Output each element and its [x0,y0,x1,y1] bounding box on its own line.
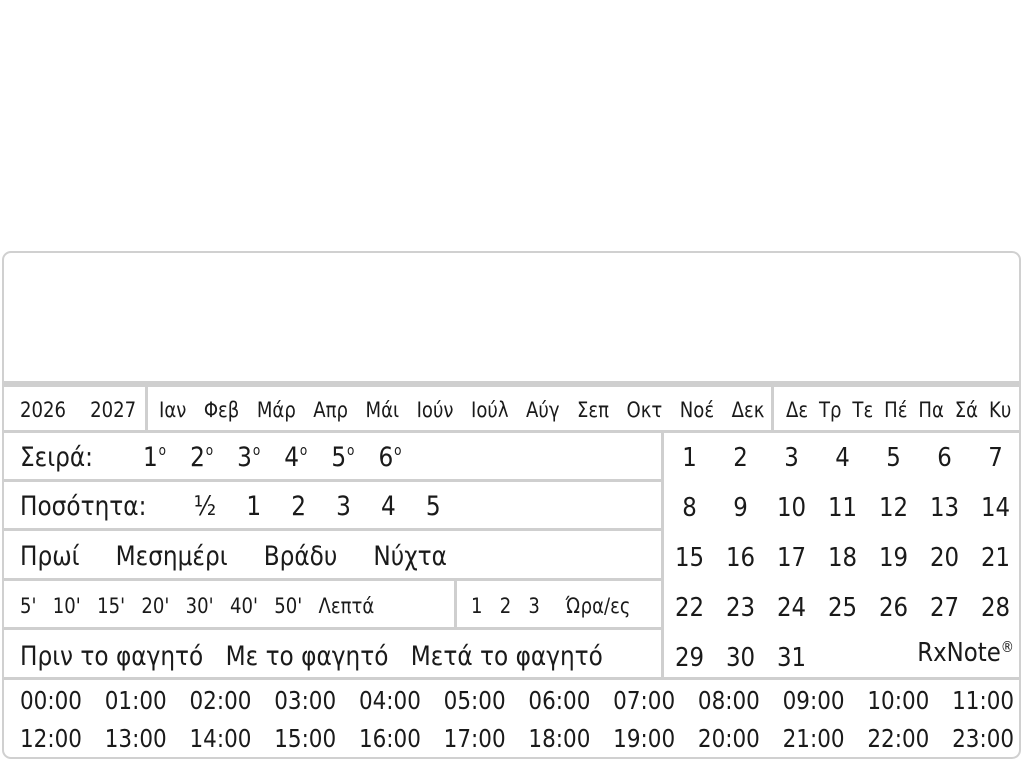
day-option[interactable]: 21 [980,543,1011,573]
divider [4,528,664,531]
series-option[interactable]: $4^o$ [284,441,308,473]
day-option[interactable]: 12 [878,493,909,523]
day-option[interactable]: 5 [886,443,901,473]
hour-option[interactable]: 2 [499,594,512,618]
weekday-option[interactable]: Δε [786,397,809,422]
quantity-option[interactable]: 1 [246,490,262,522]
day-option[interactable]: 23 [725,593,756,623]
day-option[interactable]: 4 [835,443,850,473]
minute-option[interactable]: 15' [97,594,126,618]
time-option[interactable]: 01:00 [104,685,167,715]
day-option[interactable]: 2 [733,443,748,473]
hours-row-am [20,681,1014,719]
day-option[interactable]: 22 [674,593,705,623]
weekday-option[interactable]: Τρ [819,397,842,422]
minute-option[interactable]: 50' [274,594,303,618]
quantity-option[interactable]: ½ [193,490,217,522]
month-option[interactable]: Σεπ [577,397,610,422]
weekday-option[interactable]: Τε [852,397,874,422]
time-option[interactable]: 12:00 [20,723,82,753]
time-of-day-option[interactable]: Βράδυ [263,540,338,572]
day-option[interactable]: 29 [674,643,705,673]
series-row [20,433,674,481]
writing-area[interactable] [4,253,1019,381]
series-label: Σειρά: [20,441,93,473]
day-option[interactable]: 18 [827,543,858,573]
minute-option[interactable]: 20' [141,594,170,618]
day-option[interactable]: 11 [827,493,858,523]
minute-option[interactable]: 10' [52,594,81,618]
time-option[interactable]: 08:00 [697,685,760,715]
time-option[interactable]: 15:00 [274,723,337,753]
divider [4,479,664,482]
day-option[interactable]: 13 [929,493,960,523]
meal-row [20,632,682,680]
day-option[interactable]: 28 [980,593,1011,623]
month-option[interactable]: Απρ [313,397,348,422]
year-option[interactable]: 2027 [90,397,137,422]
minutes-row [20,582,450,630]
day-option[interactable]: 9 [733,493,748,523]
time-option[interactable]: 20:00 [697,723,760,753]
month-selector [159,387,764,432]
time-option[interactable]: 23:00 [952,723,1015,753]
weekday-option[interactable]: Κυ [988,397,1012,422]
hour-option[interactable]: 1 [471,594,483,618]
series-option[interactable]: $1^o$ [142,441,166,473]
time-option[interactable]: 19:00 [613,723,676,753]
weekday-option[interactable]: Πέ [884,397,908,422]
day-option[interactable]: 6 [937,443,952,473]
quantity-row [20,482,674,530]
divider [454,579,457,628]
series-option[interactable]: $5^o$ [331,441,355,473]
minutes-options [20,594,319,618]
day-option[interactable]: 7 [988,443,1003,473]
time-option[interactable]: 17:00 [443,723,506,753]
quantity-label: Ποσότητα: [20,490,147,522]
minute-option[interactable]: 30' [185,594,214,618]
medication-card [2,251,1021,759]
time-option[interactable]: 03:00 [274,685,337,715]
time-option[interactable]: 13:00 [104,723,167,753]
day-option[interactable]: 8 [682,493,697,523]
time-option[interactable]: 16:00 [358,723,421,753]
day-option[interactable]: 26 [878,593,909,623]
series-option[interactable]: $3^o$ [237,441,261,473]
hour-option[interactable]: 3 [528,594,540,618]
time-option[interactable]: 14:00 [189,723,252,753]
month-option[interactable]: Μάρ [256,397,296,422]
time-option[interactable]: 02:00 [189,685,252,715]
month-option[interactable]: Αύγ [526,397,560,422]
series-options [143,442,426,473]
weekday-option[interactable]: Σά [954,397,979,422]
hours-options [471,594,557,618]
weekday-option[interactable]: Πα [918,397,944,422]
time-option[interactable]: 09:00 [782,685,845,715]
time-option[interactable]: 18:00 [528,723,591,753]
meal-option[interactable]: Μετά το φαγητό [410,640,603,672]
brand-logo: RxNote® [917,638,1014,668]
quantity-option[interactable]: 4 [380,490,396,522]
day-option[interactable]: 31 [776,643,807,673]
quantity-option[interactable]: 3 [336,490,351,522]
year-selector [20,387,136,432]
time-of-day-row [20,532,674,580]
time-of-day-option[interactable]: Πρωί [20,540,80,572]
time-option[interactable]: 10:00 [867,685,930,715]
divider [4,430,1021,433]
hours-label: Ώρα/ες [565,594,631,618]
day-option[interactable]: 15 [674,543,705,573]
day-option[interactable]: 14 [980,493,1011,523]
day-option[interactable]: 19 [878,543,909,573]
minute-option[interactable]: 40' [229,594,258,618]
time-option[interactable]: 21:00 [782,723,845,753]
month-option[interactable]: Ιαν [159,397,187,422]
series-option[interactable]: $2^o$ [190,441,214,473]
minute-option[interactable]: 5' [20,594,37,618]
day-option[interactable]: 24 [776,593,807,623]
divider [4,578,664,581]
time-option[interactable]: 06:00 [528,685,591,715]
divider [771,387,774,431]
year-option[interactable]: 2026 [20,397,66,422]
month-option[interactable]: Ιούλ [471,397,509,422]
minutes-label: Λεπτά [318,594,375,618]
day-option[interactable]: 20 [929,543,960,573]
divider [661,431,664,678]
time-option[interactable]: 04:00 [358,685,421,715]
day-option[interactable]: 3 [784,443,799,473]
time-of-day-option[interactable]: Νύχτα [373,540,447,572]
time-option[interactable]: 05:00 [443,685,506,715]
meal-option[interactable]: Με το φαγητό [225,640,389,672]
day-option[interactable]: 17 [776,543,807,573]
series-option[interactable]: $6^o$ [378,441,402,473]
time-option[interactable]: 11:00 [952,685,1015,715]
month-option[interactable]: Δεκ [731,397,765,422]
hours-row-pm [20,719,1014,757]
quantity-option[interactable]: 2 [291,490,306,522]
time-option[interactable]: 22:00 [867,723,930,753]
day-option[interactable]: 27 [929,593,960,623]
month-option[interactable]: Νοέ [679,397,715,422]
time-of-day-option[interactable]: Μεσημέρι [115,540,228,572]
quantity-options [194,491,471,522]
quantity-option[interactable]: 5 [425,490,441,522]
weekday-selector [786,387,1011,432]
meal-option[interactable]: Πριν το φαγητό [20,640,204,672]
month-option[interactable]: Μάι [365,397,400,422]
day-option[interactable]: 16 [725,543,756,573]
time-option[interactable]: 00:00 [20,685,82,715]
day-option[interactable]: 30 [725,643,756,673]
divider [4,627,664,630]
divider [145,387,148,431]
day-option[interactable]: 1 [682,443,697,473]
day-option[interactable]: 10 [776,493,807,523]
divider [4,677,1021,680]
month-option[interactable]: Οκτ [626,397,663,422]
day-option[interactable]: 25 [827,593,858,623]
month-option[interactable]: Ιούν [416,397,454,422]
time-option[interactable]: 07:00 [613,685,676,715]
month-option[interactable]: Φεβ [203,397,240,422]
